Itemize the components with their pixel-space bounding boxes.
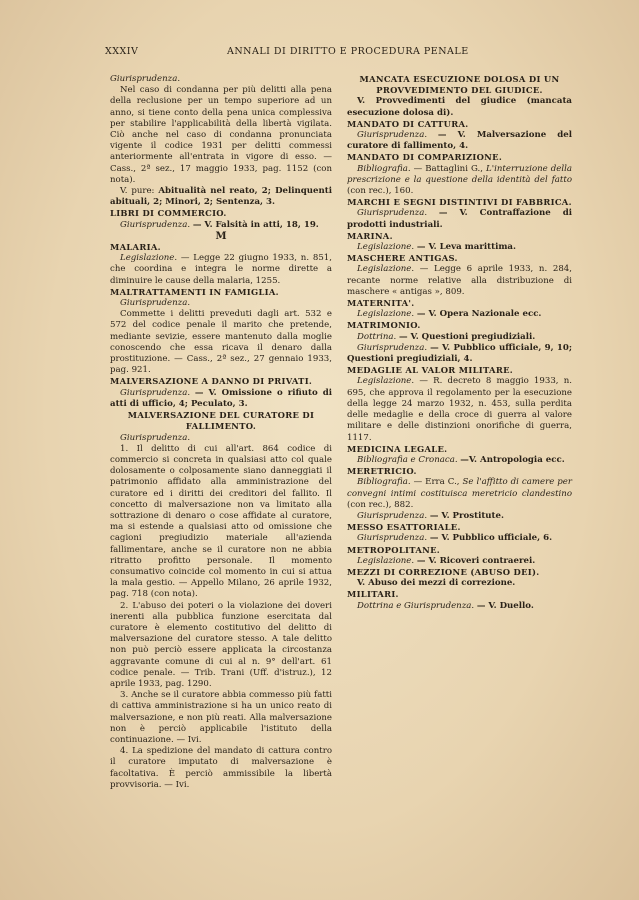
entry-label: Giurisprudenza. [120, 298, 191, 309]
entry-ref: Giurisprudenza. — V. Prostitute. [357, 510, 504, 521]
entry-title-malversazione-curatore: MALVERSAZIONE DEL CURATORE DI FALLIMENTO. [127, 410, 315, 432]
entry-title-mancata-esecuzione: MANCATA ESECUZIONE DOLOSA DI UN PROVVEDIMENTO DEL GIUDICE. [359, 74, 560, 96]
entry-ref: Giurisprudenza. — V. Pubblico ufficiale, 6. [357, 533, 553, 544]
entry-title-maschere: MASCHERE ANTIGAS. [347, 253, 458, 264]
entry-text: Legislazione. — Legge 6 aprile 1933, n. 284, recante norme relative alla distribuzione di maschere « antigas », 809. [347, 264, 572, 297]
entry-paragraph: 2. L'abuso dei poteri o la violazione dei doveri inerenti alla pubblica funzione esercitata dal curatore è elemento costitutivo del delitto di malversazione del curatore stesso. A tale delitto non può perciò essere applicata la circostanza aggravante comune di cui al n. 9° dell'art. 61 codice penale. — Trib. Trani (Uff. d'istruz.), 12 aprile 1933, pag. 1290. [110, 600, 332, 689]
entry-ref: Giurisprudenza. — V. Pubblico ufficiale, 9, 10; Questioni pregiudiziali, 4. [347, 342, 572, 365]
entry-title-mandato-comparizione: MANDATO DI COMPARIZIONE. [347, 152, 503, 163]
entry-title-libri: LIBRI DI COMMERCIO. [110, 208, 227, 219]
entry-title-metropolitane: METROPOLITANE. [347, 544, 440, 555]
section-letter: M [215, 230, 227, 242]
entry-title-meretricio: MERETRICIO. [347, 466, 417, 477]
entry-ref: Giurisprudenza. — V. Malversazione del curatore di fallimento, 4. [347, 130, 572, 152]
entry-title-mandato-cattura: MANDATO DI CATTURA. [347, 118, 469, 129]
entry-ref: Dottrina e Giurisprudenza. — V. Duello. [357, 600, 534, 611]
entry-paragraph: 4. La spedizione del mandato di cattura contro il curatore imputato di malversazione è facoltativa. È perciò ammissibile la libertà provvisoria. — Ivi. [110, 746, 332, 790]
entry-ref: V. Provvedimenti del giudice (mancata esecuzione dolosa di). [347, 96, 572, 118]
entry-ref: Legislazione. — V. Ricoveri contraerei. [357, 555, 536, 566]
entry-title-maternita: MATERNITA'. [347, 298, 415, 309]
entry-title-matrimonio: MATRIMONIO. [347, 320, 421, 331]
entry-title-mezzi-correzione: MEZZI DI CORREZIONE (ABUSO DEI). [347, 566, 540, 577]
entry-label: Giurisprudenza. [120, 432, 191, 443]
left-column [110, 74, 332, 791]
entry-text: Legislazione. — R. decreto 8 maggio 1933, n. 695, che approva il regolamento per la esecuzione della legge 24 marzo 1932, n. 453, sulla perdita delle medaglie e della croce di guerra al valore militare e delle distinzioni onorifiche di guerra, 1117. [347, 376, 572, 443]
entry-ref: Giurisprudenza. — V. Falsità in atti, 18, 19. [120, 219, 319, 230]
entry-ref: Giurisprudenza. — V. Contraffazione di prodotti industriali. [347, 208, 573, 230]
entry-title-militari: MILITARI. [347, 589, 399, 600]
entry-ref: Giurisprudenza. — V. Omissione o rifiuto di atti di ufficio, 4; Peculato, 3. [110, 387, 333, 409]
running-title: ANNALI DI DIRITTO E PROCEDURA PENALE [227, 46, 469, 57]
page-number: XXXIV [105, 46, 139, 57]
entry-title-medicina-legale: MEDICINA LEGALE. [347, 443, 448, 454]
entry-title-marina: MARINA. [347, 230, 393, 241]
entry-title-maltrattamenti: MALTRATTAMENTI IN FAMIGLIA. [110, 286, 279, 297]
entry-ref: V. Abuso dei mezzi di correzione. [357, 578, 516, 589]
entry-text: Nel caso di condanna per più delitti alla pena della reclusione per un tempo superiore ad un anno, si tiene conto della pena unica complessiva per stabilire l'applicabilità della libertà vigilata. Ciò anche nel caso di condanna pronunciata vigente il codice 1931 per delitti commessi anteriormente all'entrata in vigore di esso. — Cass., 2ª sez., 17 maggio 1933, pag. 1152 (con nota). [110, 85, 332, 185]
entry-bibliography: Bibliografia. — Battaglini G., L'interruzione della prescrizione e la questione della identità del fatto (con rec.), 160. [347, 163, 572, 197]
entry-see-also: V. pure: Abitualità nel reato, 2; Delinquenti abituali, 2; Minori, 2; Sentenza, 3. [110, 186, 333, 208]
entry-bibliography: Bibliografia. — Erra C., Se l'affitto di camere per convegni intimi costituisca meretricio clandestino (con rec.), 882. [347, 477, 573, 510]
entry-title-medaglie: MEDAGLIE AL VALOR MILITARE. [347, 365, 514, 376]
entry-title-messo-esattoriale: MESSO ESATTORIALE. [347, 522, 461, 533]
right-column [347, 74, 572, 612]
entry-paragraph: 1. Il delitto di cui all'art. 864 codice di commercio si concreta in qualsiasi atto col quale dolosamente o colposamente siano danneggiati il patrimonio affidato alla amministrazione del curatore ed i diritti dei creditori del fallito. Il concetto di malversazione non va limitato alla sottrazione di denaro o cose affidate al curatore, ma si estende a qualsiasi atto od omissione che cagioni pregiudizio materiale all'azienda fallimentare, anche se il curatore non ne abbia ritratto profitto personale. Il momento consumativo coincide col momento in cui si attua la mala gestio. — Appello Milano, 26 aprile 1932, pag. 718 (con nota). [110, 443, 332, 600]
entry-text: Commette i delitti preveduti dagli art. 532 e 572 del codice penale il marito che pretende, mediante sevizie, essere mantenuto dalla moglie conoscendo che essa ricava il denaro dalla prostituzione. — Cass., 2ª sez., 27 gennaio 1933, pag. 921. [110, 309, 332, 376]
entry-ref: Dottrina. — V. Questioni pregiudiziali. [357, 331, 536, 342]
entry-title-malversazione-privati: MALVERSAZIONE A DANNO DI PRIVATI. [110, 376, 313, 387]
entry-title-marchi: MARCHI E SEGNI DISTINTIVI DI FABBRICA. [347, 197, 572, 208]
entry-label: Giurisprudenza. [110, 74, 181, 84]
entry-ref: Legislazione. — V. Leva marittima. [357, 242, 516, 253]
entry-title-malaria: MALARIA. [110, 242, 161, 253]
entry-ref: Bibliografia e Cronaca. —V. Antropologia ecc. [357, 454, 565, 465]
entry-ref: Legislazione. — V. Opera Nazionale ecc. [357, 309, 542, 320]
entry-text: Legislazione. — Legge 22 giugno 1933, n. 851, che coordina e integra le norme dirette a diminuire le cause della malaria, 1255. [110, 253, 332, 286]
entry-paragraph: 3. Anche se il curatore abbia commesso più fatti di cattiva amministrazione si ha un unico reato di malversazione, e non più reati. Alla malversazione non è perciò applicabile l'istituto della continuazione. — Ivi. [110, 690, 332, 745]
